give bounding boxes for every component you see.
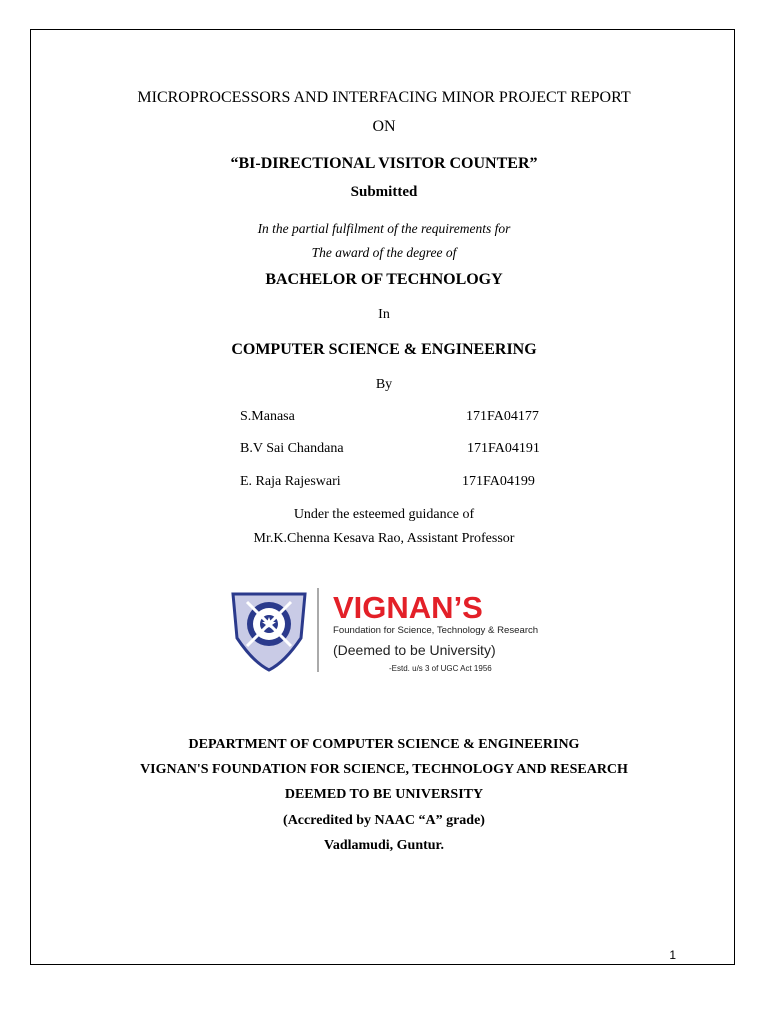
page-number: 1 — [669, 948, 676, 962]
location: Vadlamudi, Guntur. — [324, 838, 444, 853]
student-id-2: 171FA04191 — [467, 441, 540, 456]
guidance-line-2: Mr.K.Chenna Kesava Rao, Assistant Professor — [253, 531, 515, 546]
vignans-emblem-icon — [233, 594, 305, 670]
student-id-3: 171FA04199 — [462, 474, 535, 489]
guidance-line-1: Under the esteemed guidance of — [293, 507, 475, 522]
fulfilment-line-2: The award of the degree of — [311, 245, 457, 260]
institute-name: VIGNAN'S FOUNDATION FOR SCIENCE, TECHNOLOGY AND RESEARCH — [140, 762, 628, 777]
in-label: In — [378, 307, 390, 322]
student-name-3: E. Raja Rajeswari — [240, 474, 341, 489]
fulfilment-line-1: In the partial fulfilment of the requirements for — [257, 221, 511, 236]
logo-name: VIGNAN’S — [333, 590, 483, 625]
student-name-1: S.Manasa — [240, 409, 295, 424]
course-title: MICROPROCESSORS AND INTERFACING MINOR PROJECT REPORT — [137, 89, 631, 106]
branch-title: COMPUTER SCIENCE & ENGINEERING — [231, 341, 537, 358]
on-label: ON — [372, 118, 396, 135]
logo-deemed: (Deemed to be University) — [333, 642, 496, 658]
by-label: By — [375, 377, 393, 392]
degree-title: BACHELOR OF TECHNOLOGY — [265, 271, 503, 288]
submitted-label: Submitted — [350, 184, 418, 200]
student-name-2: B.V Sai Chandana — [240, 441, 344, 456]
logo-tagline: Foundation for Science, Technology & Research — [333, 625, 539, 636]
logo-estd: -Estd. u/s 3 of UGC Act 1956 — [389, 664, 492, 673]
department-name: DEPARTMENT OF COMPUTER SCIENCE & ENGINEERING — [188, 737, 580, 752]
project-title: “BI-DIRECTIONAL VISITOR COUNTER” — [230, 155, 538, 172]
student-id-1: 171FA04177 — [466, 409, 539, 424]
accreditation: (Accredited by NAAC “A” grade) — [283, 813, 485, 828]
vignans-logo — [221, 580, 546, 680]
deemed-university: DEEMED TO BE UNIVERSITY — [284, 787, 484, 802]
